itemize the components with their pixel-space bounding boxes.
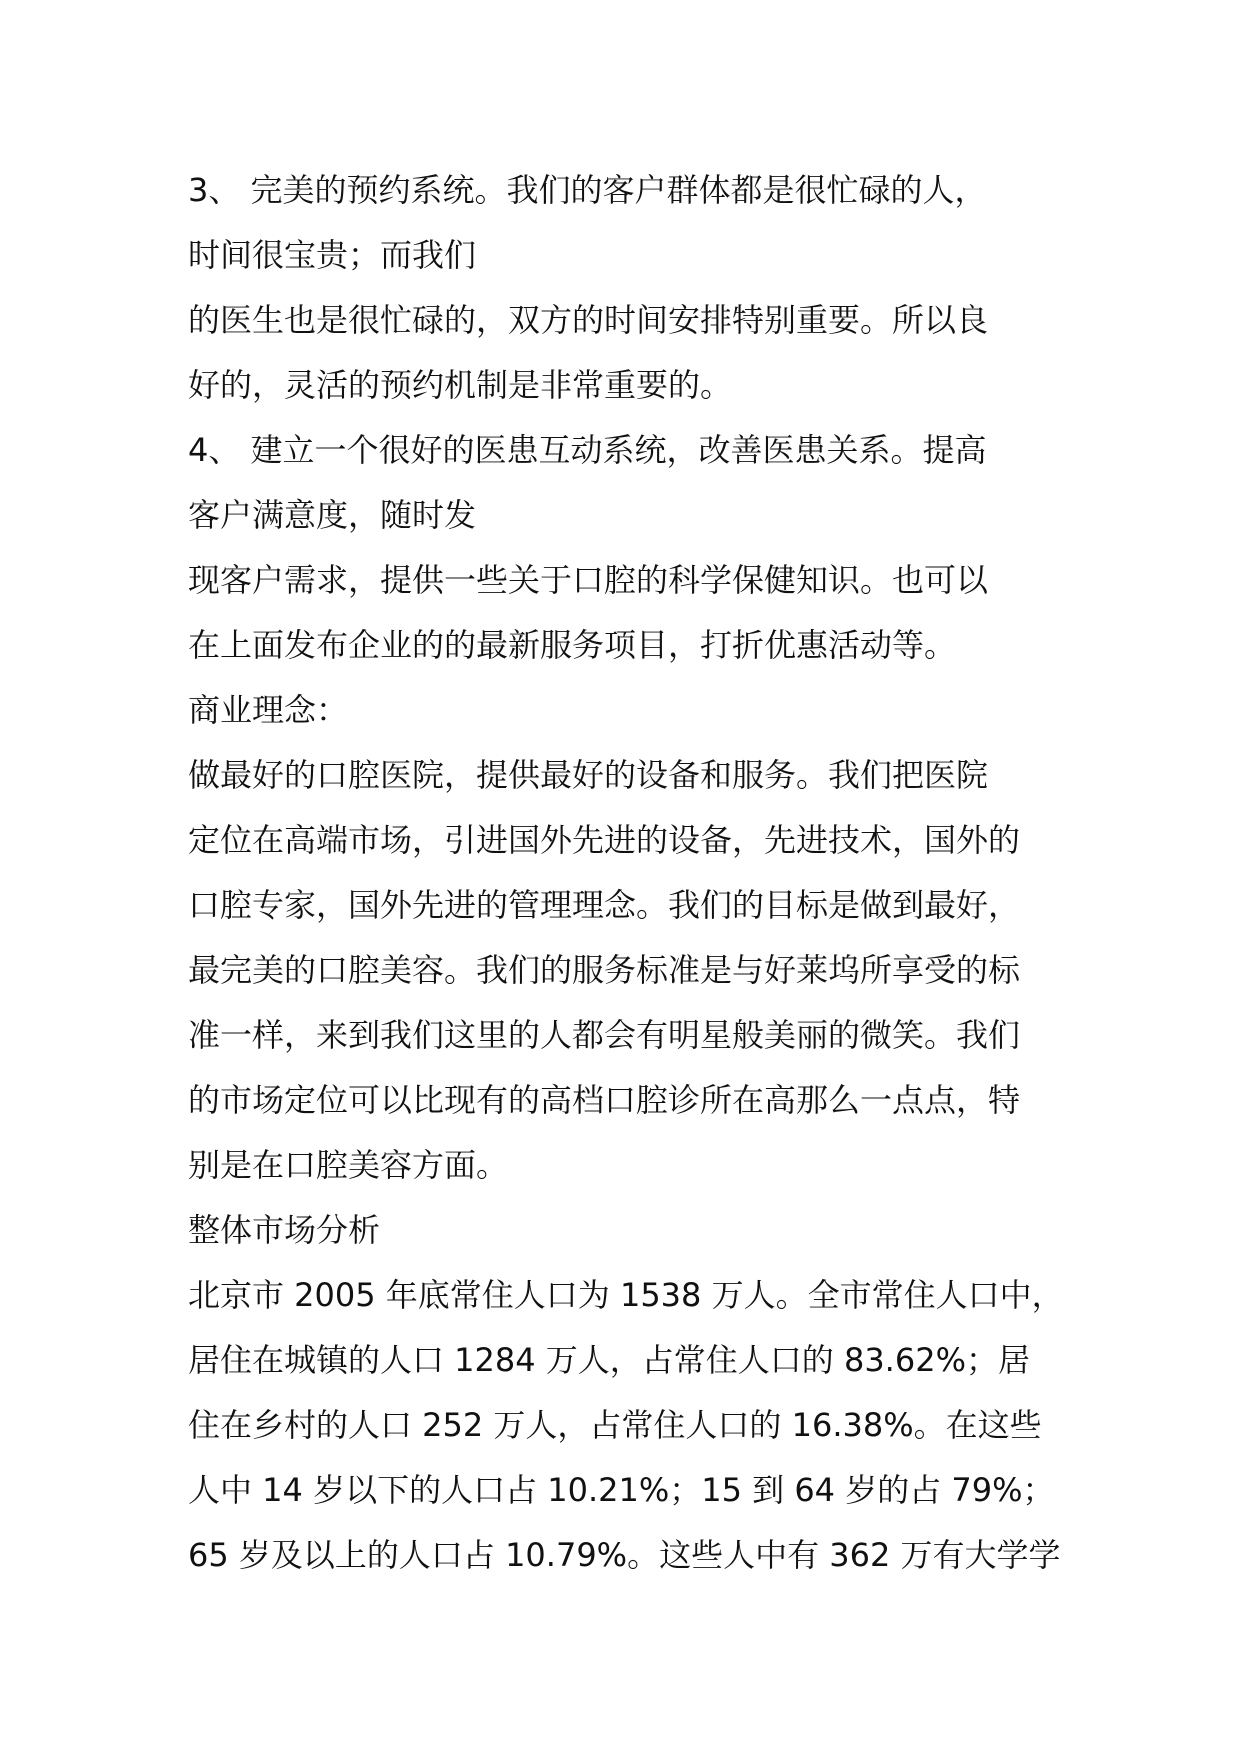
text-line: 时间很宝贵；而我们 xyxy=(188,236,477,274)
text-line: 居住在城镇的人口 1284 万人，占常住人口的 83.62%；居 xyxy=(188,1341,1030,1379)
text-line: 准一样，来到我们这里的人都会有明星般美丽的微笑。我们 xyxy=(188,1016,1021,1054)
text-line: 现客户需求，提供一些关于口腔的科学保健知识。也可以 xyxy=(188,561,989,599)
text-line: 住在乡村的人口 252 万人，占常住人口的 16.38%。在这些 xyxy=(188,1406,1042,1444)
text-line: 的医生也是很忙碌的，双方的时间安排特别重要。所以良 xyxy=(188,301,989,339)
text-line: 4、 建立一个很好的医患互动系统，改善医患关系。提高 xyxy=(188,431,987,469)
text-line: 65 岁及以上的人口占 10.79%。这些人中有 362 万有大学学 xyxy=(188,1536,1061,1574)
text-line: 好的，灵活的预约机制是非常重要的。 xyxy=(188,366,733,404)
text-line: 人中 14 岁以下的人口占 10.21%；15 到 64 岁的占 79%； xyxy=(188,1471,1055,1509)
section-heading: 整体市场分析 xyxy=(188,1211,381,1249)
section-heading: 商业理念： xyxy=(188,691,349,729)
text-line: 做最好的口腔医院，提供最好的设备和服务。我们把医院 xyxy=(188,756,989,794)
document-body xyxy=(188,158,1068,1588)
text-line: 别是在口腔美容方面。 xyxy=(188,1146,509,1184)
text-line: 定位在高端市场，引进国外先进的设备，先进技术，国外的 xyxy=(188,821,1021,859)
text-line: 最完美的口腔美容。我们的服务标准是与好莱坞所享受的标 xyxy=(188,951,1021,989)
text-line: 客户满意度，随时发 xyxy=(188,496,477,534)
text-line: 在上面发布企业的的最新服务项目，打折优惠活动等。 xyxy=(188,626,957,664)
text-line: 3、 完美的预约系统。我们的客户群体都是很忙碌的人， xyxy=(188,171,987,209)
text-line: 的市场定位可以比现有的高档口腔诊所在高那么一点点，特 xyxy=(188,1081,1021,1119)
text-line: 口腔专家，国外先进的管理理念。我们的目标是做到最好， xyxy=(188,886,1021,924)
text-line: 北京市 2005 年底常住人口为 1538 万人。全市常住人口中， xyxy=(188,1276,1064,1314)
